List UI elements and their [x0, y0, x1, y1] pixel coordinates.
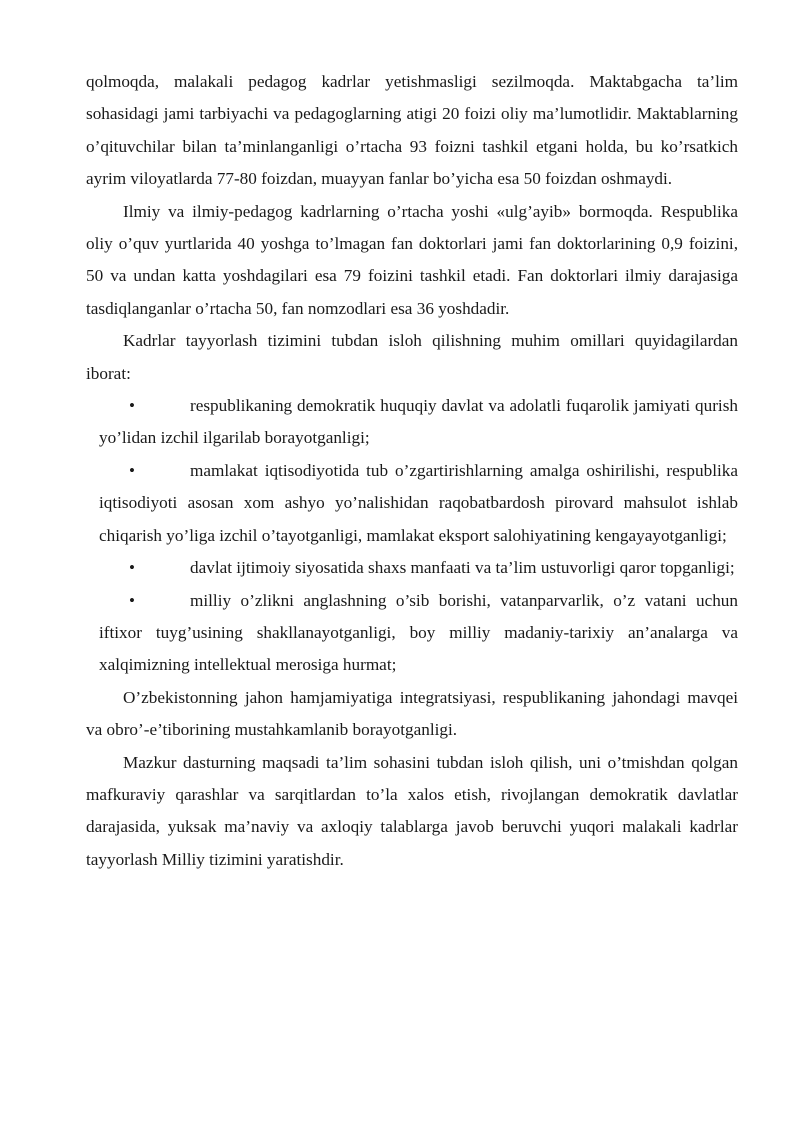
document-page	[86, 66, 738, 876]
list-item-text: milliy o’zlikni anglashning o’sib borishi, vatanparvarlik, o’z vatani uchun iftixor tuyg’usining shakllanayotganligi, boy milliy madaniy-tarixiy an’analarga va xalqimizning intellektual merosiga hurmat;	[99, 590, 738, 675]
bullet-icon: •	[129, 558, 135, 578]
list-item	[99, 552, 738, 584]
bullet-icon: •	[129, 396, 135, 416]
list-item-text: davlat ijtimoiy siyosatida shaxs manfaati va ta’lim ustuvorligi qaror topganligi;	[190, 558, 735, 578]
paragraph-program-goal: Mazkur dasturning maqsadi ta’lim sohasini tubdan isloh qilish, uni o’tmishdan qolgan mafkuraviy qarashlar va sarqitlardan to’la xalos etish, rivojlangan demokratik davlatlar darajasida, yuksak ma’naviy va axloqiy talablarga javob beruvchi yuqori malakali kadrlar tayyorlash Milliy tizimini yaratishdir.	[86, 752, 738, 869]
paragraph-scientific-staff: Ilmiy va ilmiy-pedagog kadrlarning o’rtacha yoshi «ulg’ayib» bormoqda. Respublika oliy o’quv yurtlarida 40 yoshga to’lmagan fan doktorlari jami fan doktorlarining 0,9 foizini, 50 va undan katta yoshdagilari esa 79 foizini tashkil etadi. Fan doktorlari ilmiy darajasiga tasdiqlanganlar o’rtacha 50, fan nomzodlari esa 36 yoshdadir.	[86, 201, 738, 318]
paragraph-continuation: qolmoqda, malakali pedagog kadrlar yetishmasligi sezilmoqda. Maktabgacha ta’lim sohasidagi jami tarbiyachi va pedagoglarning atigi 20 foizi oliy ma’lumotlidir. Maktablarning o’qituvchilar bilan ta’minlanganligi o’rtacha 93 foizni tashkil etgani holda, bu ko’rsatkich ayrim viloyatlarda 77-80 foizdan, muayyan fanlar bo’yicha esa 50 foizdan oshmaydi.	[86, 72, 738, 189]
list-item-text: mamlakat iqtisodiyotida tub o’zgartirishlarning amalga oshirilishi, respublika iqtisodiyoti asosan xom ashyo yo’nalishidan raqobatbardosh pirovard mahsulot ishlab chiqarish yo’liga izchil o’tayotganligi, mamlakat eksport salohiyatining kengayayotganligi;	[99, 460, 738, 545]
list-item-text: respublikaning demokratik huquqiy davlat va adolatli fuqarolik jamiyati qurish yo’lidan izchil ilgarilab borayotganligi;	[99, 396, 738, 448]
paragraph-reform-factors-intro: Kadrlar tayyorlash tizimini tubdan isloh qilishning muhim omillari quyidagilardan iborat:	[86, 331, 738, 383]
list-item	[99, 390, 738, 455]
bullet-icon: •	[129, 460, 135, 480]
list-item	[99, 455, 738, 552]
list-item	[99, 585, 738, 682]
paragraph-integration: O’zbekistonning jahon hamjamiyatiga integratsiyasi, respublikaning jahondagi mavqei va obro’-e’tiborining mustahkamlanib borayotganligi.	[86, 687, 738, 740]
bullet-icon: •	[129, 590, 135, 610]
